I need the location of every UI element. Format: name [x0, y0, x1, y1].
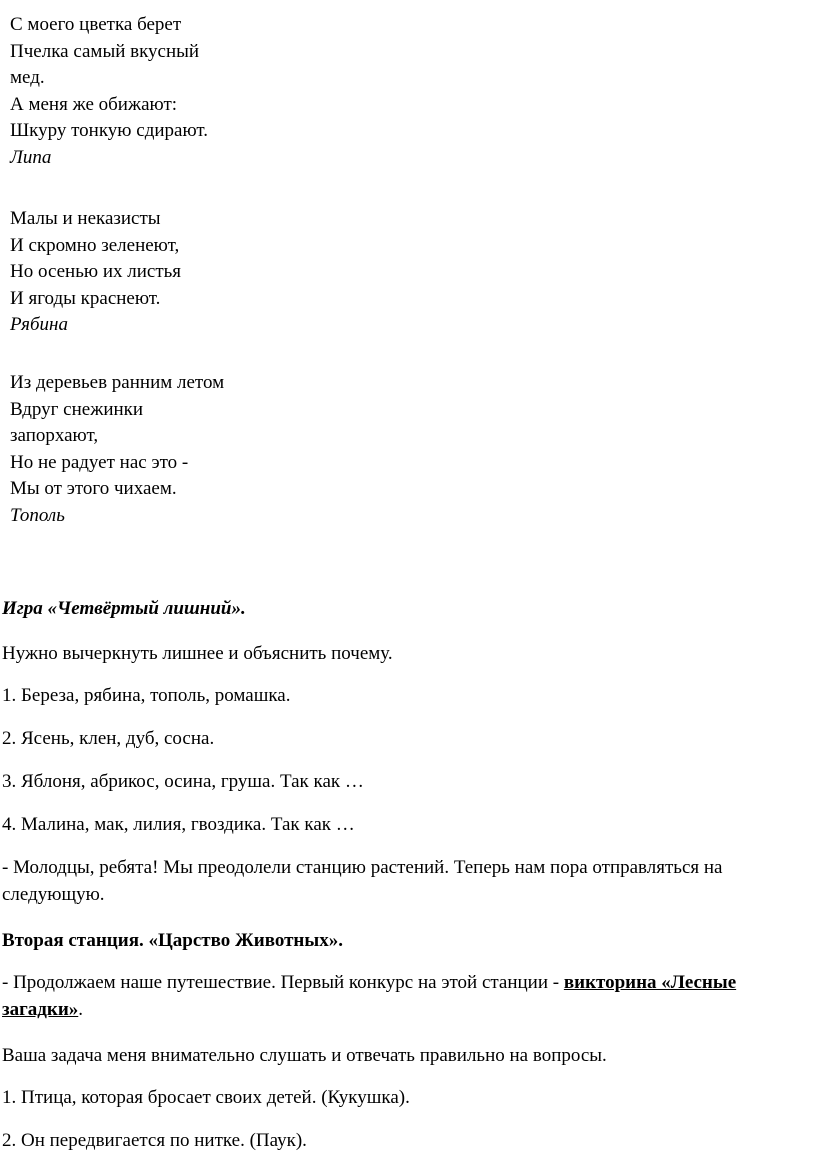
riddle-line: Но осенью их листья: [10, 261, 182, 282]
riddle-answer: Рябина: [10, 314, 68, 335]
riddle-line: С моего цветка берет: [10, 14, 182, 35]
riddle-linden: [10, 12, 310, 171]
station-heading: Вторая станция. «Царство Животных».: [2, 930, 343, 951]
game-item: 3. Яблоня, абрикос, осина, груша. Так как …: [2, 771, 364, 792]
riddle-line: запорхают,: [10, 425, 99, 446]
riddle-poplar: [10, 370, 310, 529]
riddle-line: Шкуру тонкую сдирают.: [10, 120, 209, 141]
riddle-line: Пчелка самый вкусный: [10, 40, 200, 62]
riddle-line: мед.: [10, 67, 45, 88]
riddle-rowan: [10, 206, 310, 339]
game-conclusion: - Молодцы, ребята! Мы преодолели станцию растений. Теперь нам пора отправляться на следующую.: [2, 857, 723, 905]
station-intro-text: - Продолжаем наше путешествие. Первый конкурс на этой станции -: [2, 972, 564, 993]
game-title: Игра «Четвёртый лишний».: [2, 598, 246, 619]
riddle-answer: Тополь: [10, 504, 65, 526]
riddle-line: И скромно зеленеют,: [10, 234, 180, 256]
game-item: 4. Малина, мак, лилия, гвоздика. Так как …: [2, 814, 355, 835]
riddle-line: Мы от этого чихаем.: [10, 478, 177, 499]
riddle-line: Но не радует нас это -: [10, 451, 189, 473]
quiz-question: 2. Он передвигается по нитке. (Паук).: [2, 1130, 307, 1151]
riddle-line: Из деревьев ранним летом: [10, 372, 225, 393]
quiz-title: викторина «Лесные загадки»: [2, 972, 737, 1020]
quiz-question: 1. Птица, которая бросает своих детей. (Кукушка).: [2, 1087, 410, 1108]
station-task: Ваша задача меня внимательно слушать и отвечать правильно на вопросы.: [2, 1045, 607, 1066]
riddle-line: Малы и неказисты: [10, 208, 161, 229]
riddle-line: А меня же обижают:: [10, 93, 178, 115]
riddle-line: Вдруг снежинки: [10, 398, 144, 420]
riddle-answer: Липа: [10, 146, 52, 168]
game-instruction: Нужно вычеркнуть лишнее и объяснить почему.: [2, 643, 393, 664]
game-item: 2. Ясень, клен, дуб, сосна.: [2, 728, 215, 749]
game-item: 1. Береза, рябина, тополь, ромашка.: [2, 685, 291, 706]
station-intro-end: .: [78, 999, 84, 1020]
station-intro: [2, 969, 814, 1023]
riddle-line: И ягоды краснеют.: [10, 287, 161, 309]
